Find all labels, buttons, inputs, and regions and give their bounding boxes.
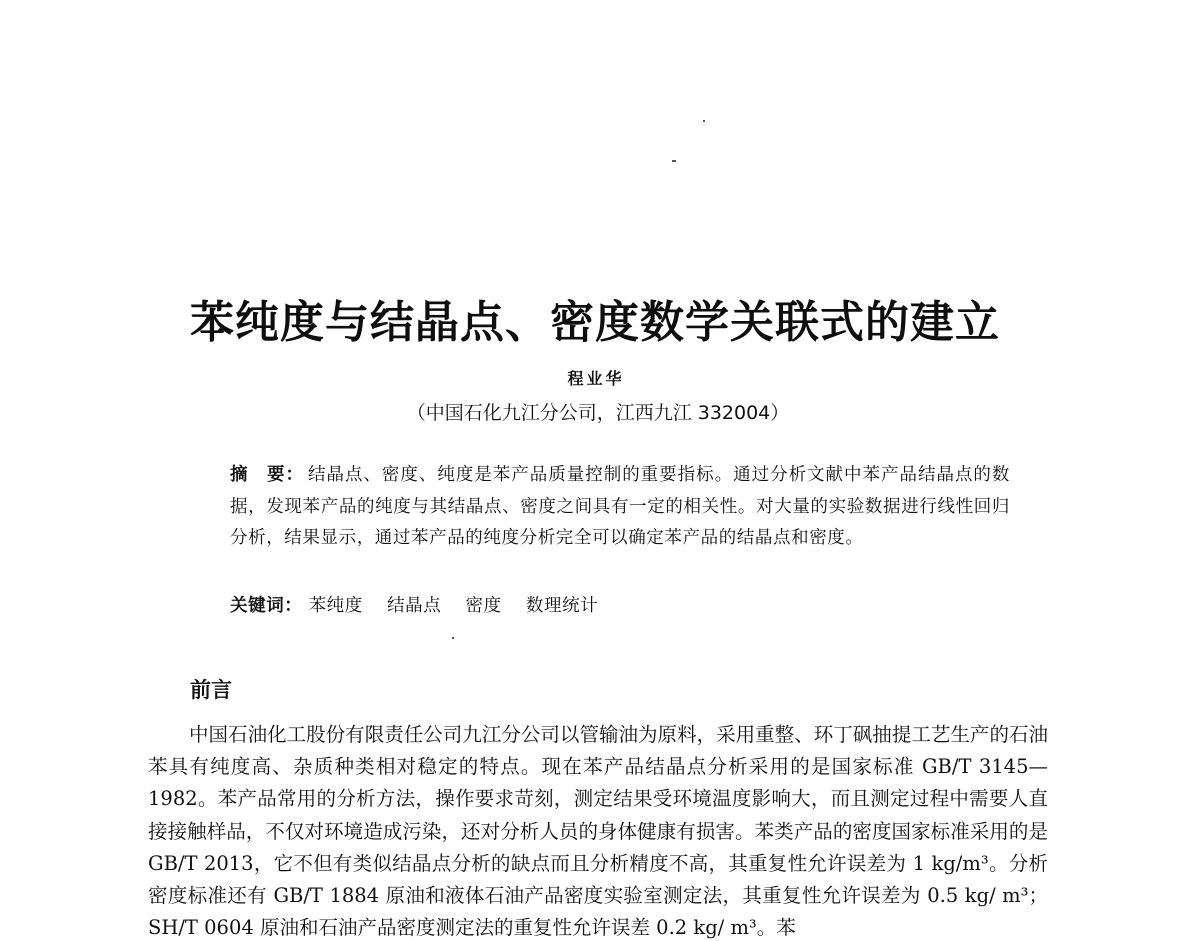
- scan-speck: [703, 120, 705, 122]
- abstract: [190, 460, 1010, 555]
- keyword: 数理统计: [525, 596, 599, 616]
- paper-title: 苯纯度与结晶点、密度数学关联式的建立: [190, 297, 1000, 348]
- keywords: [230, 592, 616, 617]
- keywords-label: 关键词：: [230, 596, 303, 616]
- keyword: 苯纯度: [308, 596, 363, 616]
- abstract-label: 摘 要：: [230, 465, 304, 485]
- abstract-paragraph: [190, 460, 1010, 555]
- abstract-text: 结晶点、密度、纯度是苯产品质量控制的重要指标。通过分析文献中苯产品结晶点的数据，发现苯产品的纯度与其结晶点、密度之间具有一定的相关性。对大量的实验数据进行线性回归分析，结果显示，通过苯产品的纯度分析完全可以确定苯产品的结晶点和密度。: [230, 465, 1011, 548]
- author-name: 程业华: [567, 369, 625, 388]
- keyword: 结晶点: [387, 596, 442, 616]
- body-text: [148, 719, 1048, 941]
- section-heading: 前言: [190, 678, 232, 702]
- scan-speck: [452, 637, 454, 639]
- scan-speck: [672, 160, 676, 162]
- author-affiliation: （中国石化九江分公司，江西九江 332004）: [406, 402, 790, 424]
- keyword: 密度: [465, 596, 502, 616]
- body-paragraph: 中国石油化工股份有限责任公司九江分公司以管输油为原料，采用重整、环丁砜抽提工艺生产的石油苯具有纯度高、杂质种类相对稳定的特点。现在苯产品结晶点分析采用的是国家标准 GB/T 3145—1982。苯产品常用的分析方法，操作要求苛刻，测定结果受环境温度影响大，而且测定过程中需要人直接接触样品，不仅对环境造成污染，还对分析人员的身体健康有损害。苯类产品的密度国家标准采用的是 GB/T 2013，它不但有类似结晶点分析的缺点而且分析精度不高，其重复性允许误差为 1 kg/m³。分析密度标准还有 GB/T 1884 原油和液体石油产品密度实验室测定法，其重复性允许误差为 0.5 kg/ m³；SH/T 0604 原油和石油产品密度测定法的重复性允许误差 0.2 kg/ m³。苯: [148, 723, 1048, 940]
